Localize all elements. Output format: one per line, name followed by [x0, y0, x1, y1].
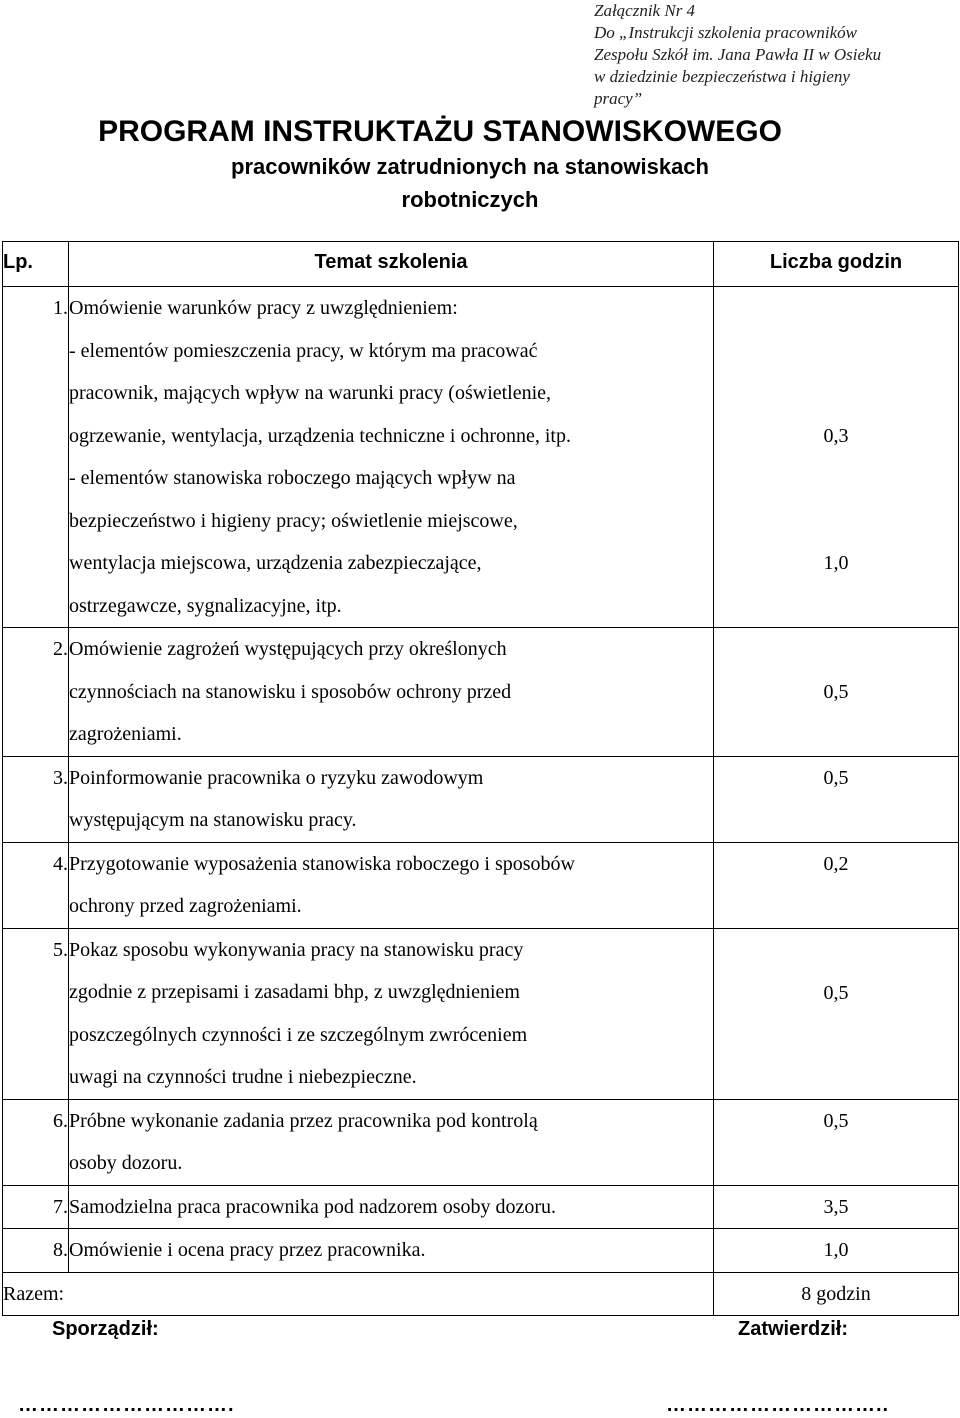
- table-row: [3, 756, 959, 842]
- row-hours: [714, 1099, 959, 1185]
- row-topic: [69, 1185, 714, 1229]
- topic-line: wentylacja miejscowa, urządzenia zabezpieczające,: [69, 552, 482, 574]
- annex-line: w dziedzinie bezpieczeństwa i higieny: [594, 67, 850, 86]
- topic-line: Omówienie zagrożeń występujących przy określonych: [69, 638, 507, 660]
- row-topic: [69, 1099, 714, 1185]
- topic-line: poszczególnych czynności i ze szczególnym zwróceniem: [69, 1023, 528, 1046]
- program-table: [2, 241, 959, 1316]
- topic-line: pracownik, mających wpływ na warunki pracy (oświetlenie,: [69, 382, 552, 404]
- hours-value: 0,3: [823, 425, 849, 447]
- row-number: 2.: [3, 628, 69, 757]
- approved-by-signature-line: …………………………..: [666, 1394, 890, 1416]
- row-number: 1.: [3, 287, 69, 628]
- document-title: [0, 114, 960, 216]
- hours-value: 3,5: [823, 1195, 849, 1218]
- row-topic: [69, 287, 714, 628]
- hours-value: 0,2: [823, 852, 849, 875]
- topic-line: Poinformowanie pracownika o ryzyku zawodowym: [69, 766, 484, 789]
- row-topic: [69, 756, 714, 842]
- topic-line: ogrzewanie, wentylacja, urządzenia techniczne i ochronne, itp.: [69, 424, 571, 447]
- table-row: [3, 287, 959, 628]
- topic-line: uwagi na czynności trudne i niebezpieczne.: [69, 1066, 417, 1088]
- header-hours: Liczba godzin: [714, 242, 959, 287]
- row-number: 5.: [3, 928, 69, 1099]
- row-number: 3.: [3, 756, 69, 842]
- topic-line: Próbne wykonanie zadania przez pracownika pod kontrolą: [69, 1109, 538, 1132]
- row-hours: [714, 287, 959, 628]
- topic-line: występującym na stanowisku pracy.: [69, 809, 357, 831]
- title-main: PROGRAM INSTRUKTAŻU STANOWISKOWEGO: [98, 115, 782, 148]
- annex-line: Załącznik Nr 4: [594, 1, 696, 20]
- row-number: 8.: [3, 1229, 69, 1273]
- row-hours: [714, 928, 959, 1099]
- row-topic: [69, 1229, 714, 1273]
- table-row: [3, 842, 959, 928]
- hours-value: 0,5: [823, 981, 849, 1004]
- row-hours: [714, 628, 959, 757]
- annex-note: [594, 0, 954, 110]
- table-row: [3, 928, 959, 1099]
- row-hours: [714, 756, 959, 842]
- topic-line: Pokaz sposobu wykonywania pracy na stanowisku pracy: [69, 938, 524, 961]
- table-header-row: [3, 242, 959, 287]
- row-number: 6.: [3, 1099, 69, 1185]
- row-hours: [714, 842, 959, 928]
- topic-line: Samodzielna praca pracownika pod nadzorem osoby dozoru.: [69, 1195, 557, 1218]
- topic-line: - elementów stanowiska roboczego mających wpływ na: [69, 467, 516, 489]
- approved-by-label: Zatwierdził:: [738, 1318, 849, 1340]
- table-row: [3, 1229, 959, 1273]
- topic-line: - elementów pomieszczenia pracy, w którym ma pracować: [69, 339, 538, 362]
- annex-line: pracy”: [594, 89, 643, 108]
- hours-value: 0,5: [823, 1109, 849, 1132]
- topic-line: osoby dozoru.: [69, 1152, 183, 1174]
- annex-line: Do „Instrukcji szkolenia pracowników: [594, 23, 858, 42]
- topic-line: bezpieczeństwo i higieny pracy; oświetlenie miejscowe,: [69, 509, 518, 532]
- topic-line: Przygotowanie wyposażenia stanowiska roboczego i sposobów: [69, 852, 575, 875]
- header-topic: Temat szkolenia: [69, 242, 714, 287]
- hours-value: 0,5: [823, 766, 849, 789]
- row-topic: [69, 928, 714, 1099]
- row-number: 4.: [3, 842, 69, 928]
- topic-line: ochrony przed zagrożeniami.: [69, 895, 302, 917]
- row-topic: [69, 842, 714, 928]
- title-subtitle: pracowników zatrudnionych na stanowiskach robotniczych: [231, 154, 709, 212]
- header-lp: Lp.: [3, 242, 69, 287]
- table-row: [3, 1099, 959, 1185]
- topic-line: zgodnie z przepisami i zasadami bhp, z uwzględnieniem: [69, 981, 520, 1003]
- row-hours: [714, 1185, 959, 1229]
- hours-value: 0,5: [823, 681, 849, 703]
- total-value: 8 godzin: [714, 1272, 959, 1316]
- total-label: Razem:: [3, 1272, 714, 1316]
- prepared-by-signature-line: ………………………….: [18, 1394, 235, 1416]
- row-topic: [69, 628, 714, 757]
- prepared-by-label: Sporządził:: [52, 1318, 159, 1340]
- row-hours: [714, 1229, 959, 1273]
- hours-value: 1,0: [823, 1239, 849, 1261]
- topic-line: ostrzegawcze, sygnalizacyjne, itp.: [69, 594, 342, 617]
- hours-value: 1,0: [823, 552, 849, 574]
- topic-line: Omówienie warunków pracy z uwzględnieniem:: [69, 297, 458, 319]
- row-number: 7.: [3, 1185, 69, 1229]
- topic-line: Omówienie i ocena pracy przez pracownika.: [69, 1239, 426, 1261]
- topic-line: zagrożeniami.: [69, 723, 182, 745]
- table-row: [3, 628, 959, 757]
- topic-line: czynnościach na stanowisku i sposobów ochrony przed: [69, 680, 512, 703]
- table-row: [3, 1185, 959, 1229]
- total-row: [3, 1272, 959, 1316]
- annex-line: Zespołu Szkół im. Jana Pawła II w Osieku: [594, 45, 882, 64]
